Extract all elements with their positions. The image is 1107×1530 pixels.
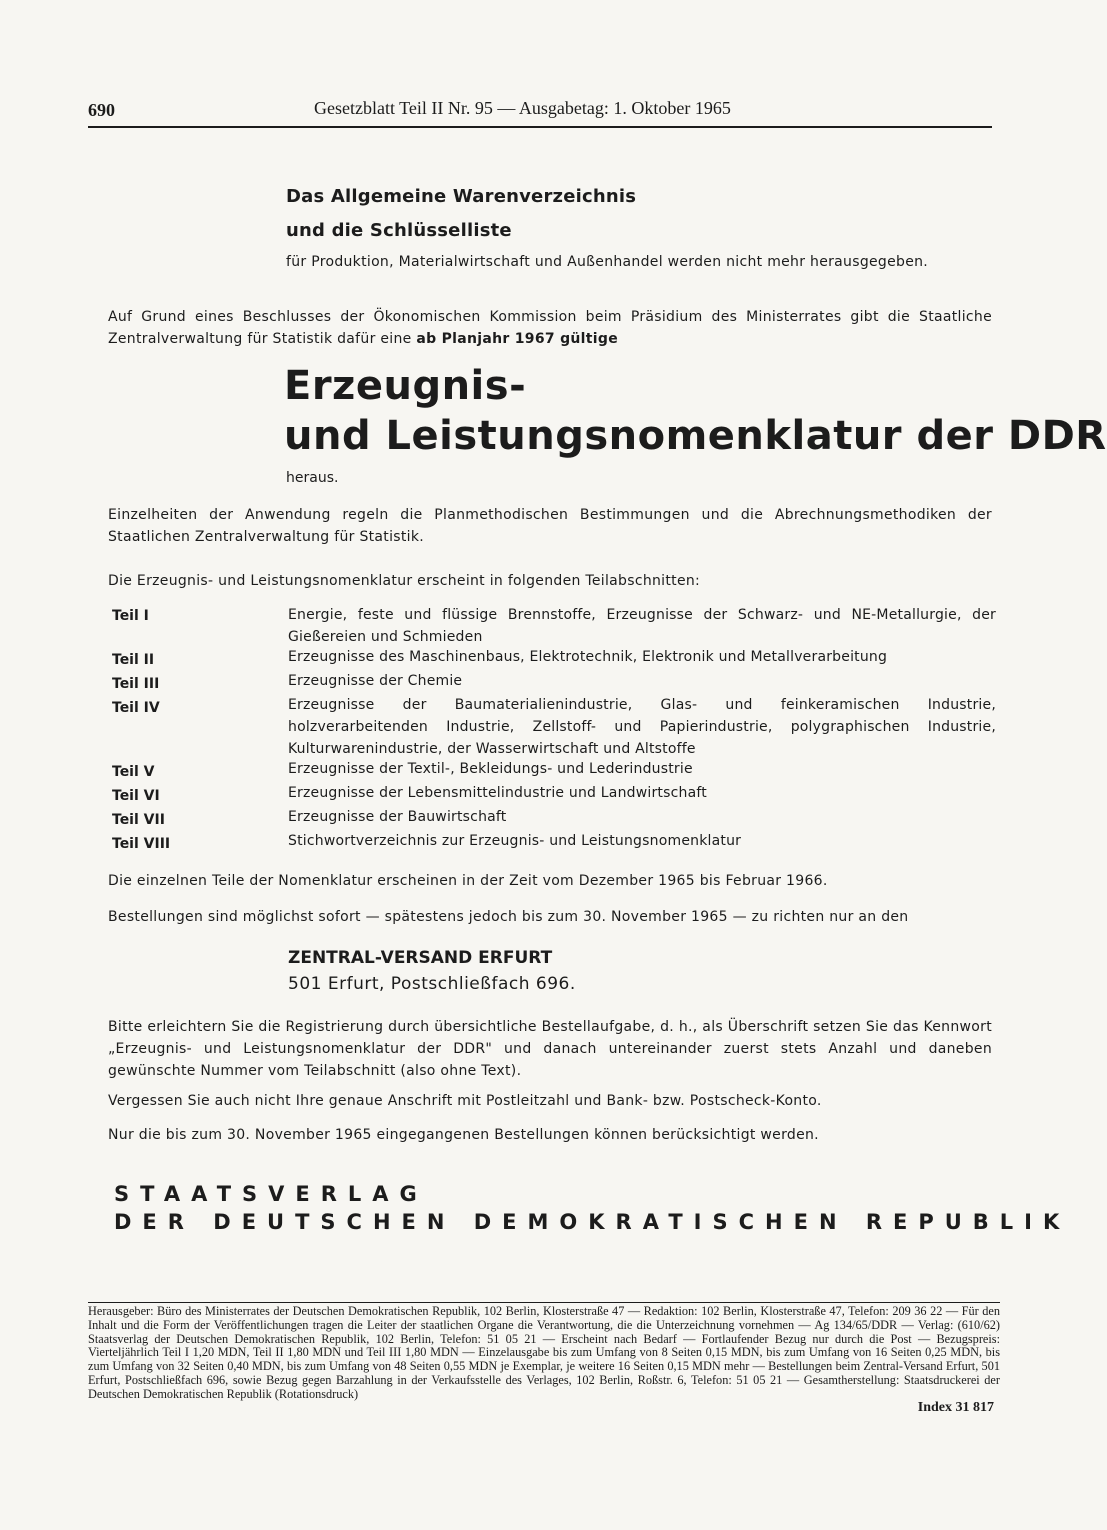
part-label: Teil V xyxy=(112,764,155,780)
main-title-line2: und Leistungsnomenklatur der DDR xyxy=(284,413,1107,459)
publisher-line1: STAATSVERLAG xyxy=(114,1182,428,1206)
imprint xyxy=(88,1302,1000,1427)
announcement-text: Auf Grund eines Beschlusses der Ökonomischen Kommission beim Präsidium des Ministerrates gibt die Staatliche Zentralverwaltung für Statistik dafür eine xyxy=(108,309,992,347)
page-number: 690 xyxy=(88,100,115,120)
part-label: Teil VI xyxy=(112,788,160,804)
details-paragraph: Einzelheiten der Anwendung regeln die Planmethodischen Bestimmungen und die Abrechnungsmethodiken der Staatlichen Zentralverwaltung für Statistik. xyxy=(108,507,992,545)
part-description: Erzeugnisse der Textil-, Bekleidungs- und Lederindustrie xyxy=(288,761,693,777)
main-title-suffix: heraus. xyxy=(286,470,339,486)
page-header xyxy=(88,96,992,128)
part-description: Erzeugnisse des Maschinenbaus, Elektrotechnik, Elektronik und Metallverarbeitung xyxy=(288,649,888,665)
main-title-line1: Erzeugnis- xyxy=(284,363,527,409)
part-label: Teil II xyxy=(112,652,155,668)
intro-subline: für Produktion, Materialwirtschaft und Außenhandel werden nicht mehr herausgegeben. xyxy=(286,254,929,270)
publisher-line2: DER DEUTSCHEN DEMOKRATISCHEN REPUBLIK xyxy=(114,1210,1071,1234)
part-description: Erzeugnisse der Lebensmittelindustrie und Landwirtschaft xyxy=(288,785,707,801)
intro-title-line1: Das Allgemeine Warenverzeichnis xyxy=(286,186,637,207)
part-description: Erzeugnisse der Chemie xyxy=(288,673,463,689)
schedule-paragraph: Die einzelnen Teile der Nomenklatur erscheinen in der Zeit vom Dezember 1965 bis Februar 1966. xyxy=(108,873,828,889)
imprint-text: Herausgeber: Büro des Ministerrates der Deutschen Demokratischen Republik, 102 Berlin, Klosterstraße 47 — Redaktion: 102 Berlin, Klosterstraße 47, Telefon: 209 36 22 — Für den Inhalt und die Form der Veröffentlichungen tragen die Leiter der staatlichen Organe die Verantwortung, die die Unterzeichnung vornehmen — Ag 134/65/DDR — Verlag: (610/62) Staatsverlag der Deutschen Demokratischen Republik, 102 Berlin, Telefon: 51 05 21 — Erscheint nach Bedarf — Fortlaufender Bezug nur durch die Post — Bezugspreis: Vierteljährlich Teil I 1,20 MDN, Teil II 1,80 MDN und Teil III 1,80 MDN — Einzelausgabe bis zum Umfang von 8 Seiten 0,15 MDN, bis zum Umfang von 16 Seiten 0,25 MDN, bis zum Umfang von 32 Seiten 0,40 MDN, bis zum Umfang von 48 Seiten 0,55 MDN je Exemplar, je weitere 16 Seiten 0,15 MDN mehr — Bestellungen beim Zentral-Versand Erfurt, 501 Erfurt, Postschließfach 696, sowie Bezug gegen Barzahlung in der Verkaufsstelle des Verlages, 102 Berlin, Roßstr. 6, Telefon: 51 05 21 — Gesamtherstellung: Staatsdruckerei der Deutschen Demokratischen Republik (Rotationsdruck) xyxy=(88,1304,1000,1401)
order-note-paragraph: Bestellungen sind möglichst sofort — spätestens jedoch bis zum 30. November 1965 — zu richten nur an den xyxy=(108,909,909,925)
address-name: ZENTRAL-VERSAND ERFURT xyxy=(288,948,553,968)
reminder-paragraph: Vergessen Sie auch nicht Ihre genaue Anschrift mit Postleitzahl und Bank- bzw. Postscheck-Konto. xyxy=(108,1093,822,1109)
part-description: Erzeugnisse der Bauwirtschaft xyxy=(288,809,507,825)
part-label: Teil VII xyxy=(112,812,165,828)
announcement-emphasis: ab Planjahr 1967 gültige xyxy=(416,331,618,347)
part-label: Teil I xyxy=(112,608,149,624)
part-description: Energie, feste und flüssige Brennstoffe, Erzeugnisse der Schwarz- und NE-Metallurgie, der Gießereien und Schmieden xyxy=(288,607,996,645)
part-label: Teil III xyxy=(112,676,160,692)
page-header-title: Gesetzblatt Teil II Nr. 95 — Ausgabetag: 1. Oktober 1965 xyxy=(314,98,731,118)
deadline-paragraph: Nur die bis zum 30. November 1965 eingegangenen Bestellungen können berücksichtigt werden. xyxy=(108,1127,819,1143)
part-description: Stichwortverzeichnis zur Erzeugnis- und Leistungsnomenklatur xyxy=(288,833,742,849)
part-label: Teil IV xyxy=(112,700,160,716)
address-line: 501 Erfurt, Postschließfach 696. xyxy=(288,974,576,994)
announcement-paragraph xyxy=(108,306,992,350)
parts-intro: Die Erzeugnis- und Leistungsnomenklatur erscheint in folgenden Teilabschnitten: xyxy=(108,573,701,589)
intro-title-line2: und die Schlüsselliste xyxy=(286,220,512,241)
part-label: Teil VIII xyxy=(112,836,171,852)
instructions-paragraph: Bitte erleichtern Sie die Registrierung durch übersichtliche Bestellaufgabe, d. h., als Überschrift setzen Sie das Kennwort „Erzeugnis- und Leistungsnomenklatur der DDR" und danach untereinander zuerst stets Anzahl und daneben gewünschte Nummer vom Teilabschnitt (also ohne Text). xyxy=(108,1019,992,1079)
part-description: Erzeugnisse der Baumaterialienindustrie, Glas- und feinkeramischen Industrie, holzverarbeitenden Industrie, Zellstoff- und Papierindustrie, polygraphischen Industrie, Kulturwarenindustrie, der Wasserwirtschaft und Altstoffe xyxy=(288,697,996,757)
imprint-index: Index 31 817 xyxy=(917,1400,994,1415)
